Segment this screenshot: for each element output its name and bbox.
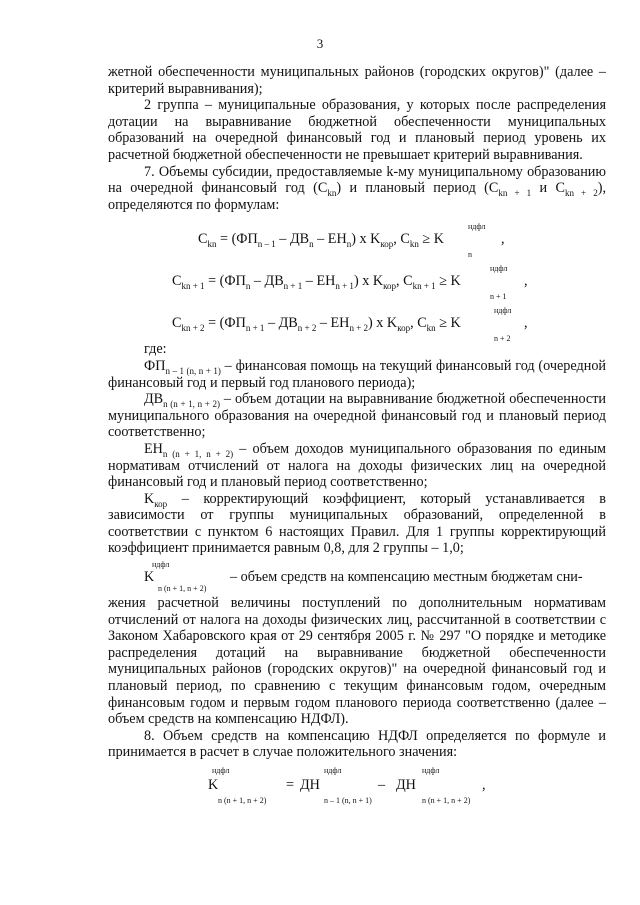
formula-k-ndfl: ндфл K n (n + 1, n + 2) = ДН ндфл n – 1 (n, n + 1) – ДН ндфл n (n + 1, n + 2) , [208, 766, 486, 805]
paragraph-item-8: 8. Объем средств на компенсацию НДФЛ определяется по формуле и принимается в расчет в случае положительного значения: [108, 727, 606, 761]
page-number: 3 [316, 36, 324, 51]
definition-k-kor: $K_{кор}$ – корректирующий коэффициент, который устанавливается в зависимости от группы муниципальных образований, определенной в соответствии с пунктом 6 настоящих Правил. Для 1 группы корректирующий коэффициент принимается равным 0,8, для 2 группы – 1,0; [108, 490, 606, 557]
definition-k-ndfl-head: ндфл K n (n + 1, n + 2) – объем средств на компенсацию местным бюджетам сни- [144, 560, 583, 594]
formula-c-kn: $C_{kn} = (ФП_{n - 1} - ДВ_n - ЕН_n)$ x $K_{кор}$, $C_{kn} \ge K$ ндфл n , [198, 222, 505, 260]
definition-en: $ЕН_{n (n + 1, n + 2)}$ – объем доходов муниципального образования по единым нормативам отчислений от налога на доходы физических лиц на очередной финансовый год и плановый период соответственно; [108, 440, 606, 491]
paragraph-item-7: 7. Объемы субсидии, предоставляемые k-му муниципальному образованию на очередной финансовый год $(C_{kn})$ и плановый период ($C_{kn + 1}$ и $C_{kn + 2}$), определяются по формулам: [108, 163, 607, 213]
definition-fp: $ФП_{n - 1 (n, n + 1)}$ – финансовая помощь на текущий финансовый год (очередной финансовый год и первый год планового периода); [108, 357, 607, 391]
definition-k-ndfl-body: жения расчетной величины поступлений по дополнительным нормативам отчислений от налога на доходы физических лиц, рассчитанной в соответствии с Законом Хабаровского края от 29 сентября 2005 г. № 297 "О порядке и методике распределения дотаций на выравнивание бюджетной обеспеченности муниципальных районов (городских округов)" на очередной финансовый год и плановый период, по сравнению с текущим финансовым годом, очередным финансовым годом и первым годом планового периода соответственно (далее – объем средств на компенсацию НДФЛ). [108, 595, 606, 728]
formula-c-kn-2: $C_{kn + 2} = (ФП_{n + 1} - ДВ_{n + 2} - ЕН_{n + 2})$ x $K_{кор}$, $C_{kn} \ge K$ ндфл n + 2 , [172, 306, 528, 344]
definition-dv: $ДВ_{n (n + 1, n + 2)}$ – объем дотации на выравнивание бюджетной обеспеченности муниципального образования на очередной финансовый год и плановый период соответственно; [108, 391, 606, 441]
paragraph-criteria-end: жетной обеспеченности муниципальных районов (городских округов)" (далее – критерий выравнивания); [108, 64, 606, 97]
document-body [108, 64, 606, 809]
where-label: где: [144, 341, 167, 358]
formula-c-kn-1: $C_{kn + 1} = (ФП_n - ДВ_{n + 1} - ЕН_{n + 1})$ x $K_{кор}$, $C_{kn + 1} \ge K$ ндфл n + 1 , [172, 264, 528, 302]
paragraph-group-2: 2 группа – муниципальные образования, у которых после распределения дотации на выравнивание бюджетной обеспеченности муниципальных образований на очередной финансовый год и плановый период уровень их расчетной бюджетной обеспеченности не превышает критерий выравнивания. [108, 97, 606, 163]
